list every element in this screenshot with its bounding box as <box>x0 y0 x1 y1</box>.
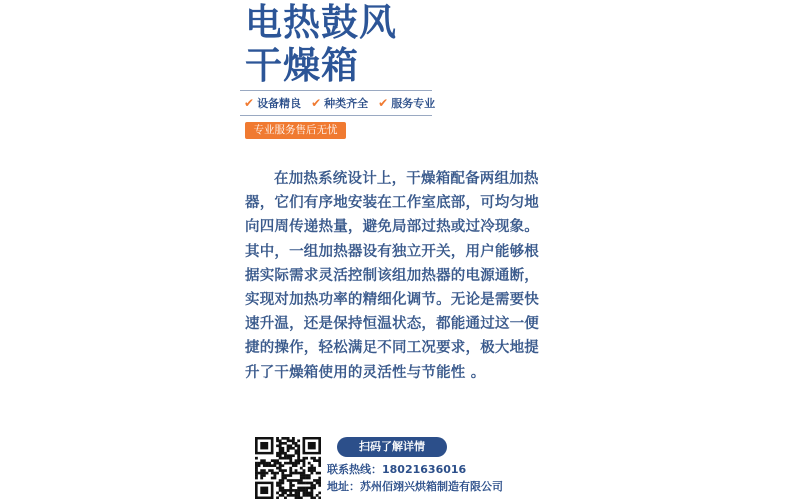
divider-top <box>240 90 432 91</box>
feature-item <box>378 95 435 111</box>
feature-label: 种类齐全 <box>324 97 369 110</box>
divider-bottom <box>240 115 432 116</box>
feature-list <box>244 95 435 111</box>
feature-item <box>244 95 301 111</box>
check-icon: ✔ <box>244 96 255 110</box>
feature-label: 设备精良 <box>257 97 302 110</box>
qr-code[interactable] <box>255 437 321 499</box>
title-line-1: 电热鼓风 <box>245 1 397 44</box>
title-line-2: 干燥箱 <box>245 44 359 87</box>
hotline-text: 联系热线：18021636016 <box>327 463 467 476</box>
feature-item <box>311 95 368 111</box>
address-text: 地址：苏州佰翊兴烘箱制造有限公司 <box>327 480 503 493</box>
check-icon: ✔ <box>311 96 322 110</box>
description-paragraph: 在加热系统设计上，干燥箱配备两组加热器，它们有序地安装在工作室底部，可均匀地向四周传递热量，避免局部过热或过冷现象。其中，一组加热器设有独立开关，用户能够根据实际需求灵活控制该组加热器的电源通断，实现对加热功率的精细化调节。无论是需要快速升温，还是保持恒温状态，都能通过这一便捷的操作，轻松满足不同工况要求，极大地提升了干燥箱使用的灵活性与节能性 。 <box>245 171 539 381</box>
service-badge: 专业服务售后无忧 <box>245 122 346 139</box>
scan-for-details-button[interactable]: 扫码了解详情 <box>337 437 447 457</box>
check-icon: ✔ <box>378 96 389 110</box>
feature-label: 服务专业 <box>391 97 436 110</box>
